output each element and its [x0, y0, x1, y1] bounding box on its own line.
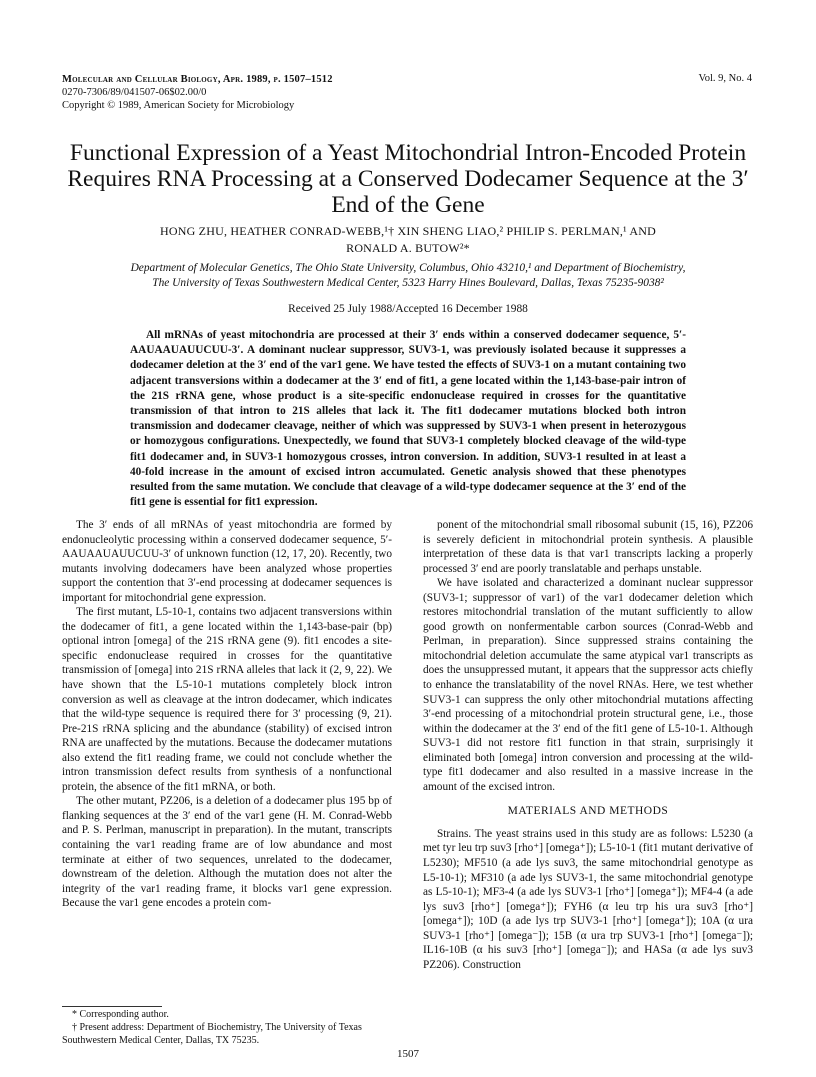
- body-column-right: [423, 518, 753, 972]
- received-dates: Received 25 July 1988/Accepted 16 December 1988: [288, 303, 528, 315]
- article-title: Functional Expression of a Yeast Mitochondrial Intron-Encoded Protein Requires RNA Processing at a Conserved Dodecamer Sequence at the 3′ End of the Gene: [67, 140, 749, 218]
- abstract: All mRNAs of yeast mitochondria are processed at their 3′ ends within a conserved dodecamer sequence, 5′-AAUAAUAUUCUU-3′. A dominant nuclear suppressor, SUV3-1, was previously isolated because it suppresses a dodecamer deletion at the 3′ end of the var1 gene. We have tested the effects of SUV3-1 on a mutant containing two adjacent transversions within a dodecamer at the 3′ end of fit1, a gene located within the 1,143-base-pair intron of the 21S rRNA gene, whose product is a site-specific endonuclease required in crosses for the quantitative transmission of that intron to 21S alleles that lack it. The fit1 dodecamer mutations blocked both intron transmission and dodecamer cleavage, neither of which was suppressed by SUV3-1 when present in heterozygous or homozygous configurations. Unexpectedly, we found that SUV3-1 completely blocked cleavage of the wild-type fit1 dodecamer and, in SUV3-1 homozygous crosses, intron conversion. In addition, SUV3-1 resulted in at least a 40-fold increase in the amount of excised intron accumulated. Genetic analysis showed that these phenotypes resulted from the same mutation. We conclude that cleavage of a wild-type dodecamer sequence at the 3′ end of the fit1 gene is essential for fit1 expression.: [130, 329, 686, 509]
- footnote: † Present address: Department of Biochemistry, The University of Texas Southwestern Medical Center, Dallas, TX 75235.: [62, 1022, 362, 1046]
- running-header: [62, 73, 333, 112]
- body-paragraph: Strains. The yeast strains used in this study are as follows: L5230 (a met tyr leu trp suv3 [rho⁺] [omega⁺]); L5-10-1 (fit1 mutant derivative of L5230); MF510 (a ade lys suv3, the same mitochondrial genotype as L5-10-1); MF310 (a ade lys SUV3-1, the same mitochondrial genotype as L5-10-1); MF3-4 (a ade lys SUV3-1 [rho⁺] [omega⁺]); MF4-4 (a ade lys suv3 [rho⁺] [omega⁺]); FYH6 (α leu trp his ura suv3 [rho⁺] [omega⁺]); 10D (a ade lys trp SUV3-1 [rho⁺] [omega⁺]); 10A (α ura SUV3-1 [rho⁺] [omega⁻]); 15B (α ura trp SUV3-1 [rho⁺] [omega⁻]); IL16-10B (α his suv3 [rho⁺] [omega⁻]); and HASa (α ade lys suv3 PZ206). Construction: [423, 827, 753, 971]
- volume-issue: Vol. 9, No. 4: [698, 73, 752, 84]
- affiliations: [62, 261, 754, 291]
- journal-citation: Molecular and Cellular Biology, Apr. 1989, p. 1507–1512: [62, 74, 333, 85]
- body-paragraph: The 3′ ends of all mRNAs of yeast mitochondria are formed by endonucleolytic processing within a conserved dodecamer sequence, 5′-AAUAAUAUUCUU-3′ of unknown function (12, 17, 20). Recently, two mutants involving dodecamers have been analyzed whose properties support the contention that 3′-end processing at dodecamer sequences is important for mitochondrial gene expression.: [62, 519, 392, 604]
- page-number: 1507: [397, 1048, 419, 1060]
- affiliation-line: Department of Molecular Genetics, The Ohio State University, Columbus, Ohio 43210,¹ and Department of Biochemistry,: [130, 262, 686, 274]
- article-code: 0270-7306/89/041507-06$02.00/0: [62, 87, 207, 98]
- body-paragraph: The first mutant, L5-10-1, contains two adjacent transversions within the dodecamer of fit1, a gene located within the 1,143-base-pair (bp) optional intron [omega] of the 21S rRNA gene (9). fit1 encodes a site-specific endonuclease required in crosses for the quantitative transmission of [omega] into 21S rRNA alleles that lack it (2, 9, 22). We have shown that the L5-10-1 mutations completely block intron conversion as well as cleavage at the intron dodecamer, which indicates that the wild-type sequence is required there for 3′ processing (9, 21). Pre-21S rRNA splicing and the abundance (stability) of excised intron RNA are unaffected by the mutations. Because the dodecamer mutations also extend the fit1 reading frame, we could not conclude whether the intron transmission defect results from synthesis of a nonfunctional protein, the absence of the fit1 mRNA, or both.: [62, 606, 392, 793]
- copyright-line: Copyright © 1989, American Society for Microbiology: [62, 100, 295, 111]
- footnote-divider: [62, 1006, 162, 1007]
- author-line: RONALD A. BUTOW²*: [346, 241, 470, 255]
- body-paragraph: The other mutant, PZ206, is a deletion of a dodecamer plus 195 bp of flanking sequences at the 3′ end of the var1 gene (H. M. Conrad-Webb and P. S. Perlman, manuscript in preparation). In the mutant, transcripts containing the var1 reading frame are of low abundance and most terminate at either of two sequences, unrelated to the dodecamer, downstream of the deletion. Although the mutation does not alter the integrity of the var1 reading frame, it blocks var1 gene expression. Because the var1 gene encodes a protein com-: [62, 795, 392, 910]
- body-column-left: [62, 518, 392, 911]
- footnotes: [62, 1009, 392, 1048]
- author-list: [100, 223, 716, 257]
- author-line: HONG ZHU, HEATHER CONRAD-WEBB,¹† XIN SHENG LIAO,² PHILIP S. PERLMAN,¹ AND: [160, 224, 656, 238]
- body-paragraph: ponent of the mitochondrial small ribosomal subunit (15, 16), PZ206 is severely deficient in mitochondrial protein synthesis. A plausible interpretation of these data is that var1 transcripts lacking a properly processed 3′ end are poorly translatable and perhaps unstable.: [423, 519, 753, 575]
- section-heading: MATERIALS AND METHODS: [507, 805, 669, 818]
- affiliation-line: The University of Texas Southwestern Medical Center, 5323 Harry Hines Boulevard, Dallas, Texas 75235-9038²: [152, 277, 664, 289]
- body-paragraph: We have isolated and characterized a dominant nuclear suppressor (SUV3-1; suppressor of var1) of the var1 dodecamer deletion which restores mitochondrial translation of the mutant sufficiently to allow good growth on nonfermentable carbon sources (Conrad-Webb and Perlman, in preparation). Since suppressed strains containing the mitochondrial deletion accumulate the same atypical var1 transcripts as does the unsuppressed mutant, it appears that the suppressor acts chiefly to enhance the translatability of the novel RNAs. Here, we test whether SUV3-1 can suppress the only other mitochondrial mutations affecting 3′-end processing of a mitochondrial protein structural gene, i.e., those within the dodecamer at the 3′ end of the fit1 gene of L5-10-1. Although SUV3-1 did not restore fit1 function in that strain, surprisingly it eliminated both [omega] intron conversion and processing at the wild-type fit1 dodecamer and also resulted in a massive increase in the amount of the excised intron.: [423, 577, 753, 793]
- footnote: * Corresponding author.: [72, 1009, 169, 1020]
